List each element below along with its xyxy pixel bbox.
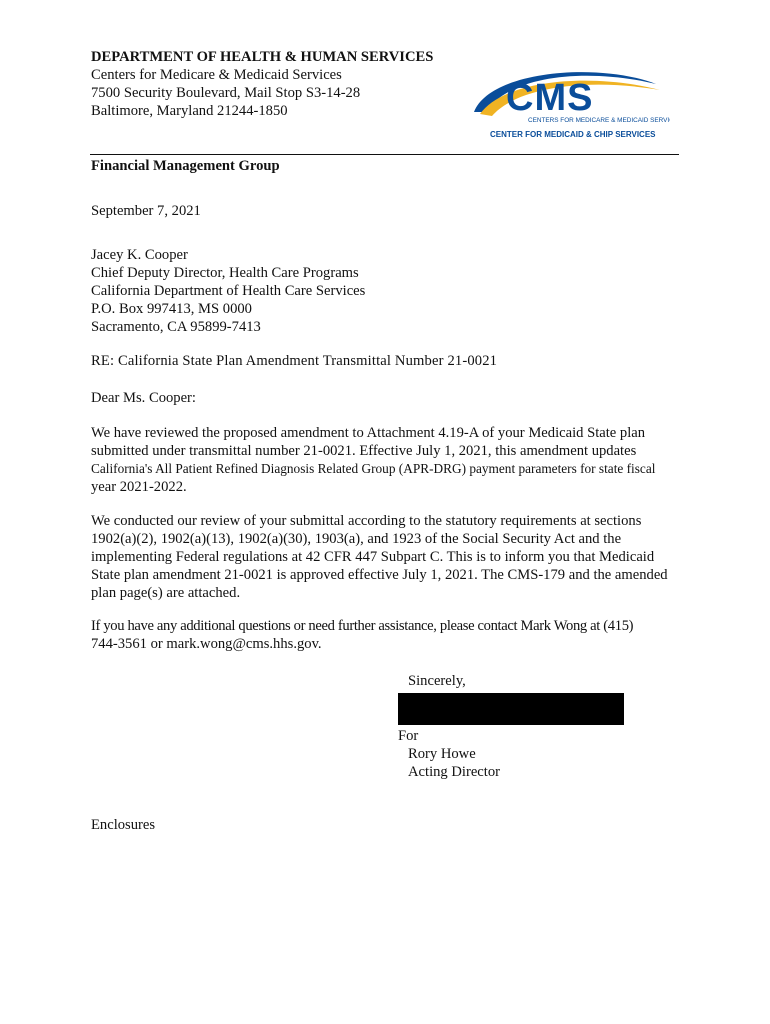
signature-for: For [398, 728, 419, 744]
letterhead-address [91, 48, 433, 120]
signature-block [398, 727, 500, 781]
cms-wordmark: CMS [506, 77, 594, 119]
paragraph-1 [91, 424, 681, 496]
agency-name: Centers for Medicare & Medicaid Services [91, 67, 342, 83]
paragraph-line: plan page(s) are attached. [91, 585, 241, 601]
city-state-zip: Baltimore, Maryland 21244-1850 [91, 103, 288, 119]
cms-logo-tagline-2: CENTER FOR MEDICAID & CHIP SERVICES [490, 130, 656, 139]
signatory-name: Rory Howe [408, 746, 476, 762]
paragraph-line: implementing Federal regulations at 42 CFR 447 Subpart C. This is to inform you that Medicaid [91, 549, 655, 565]
paragraph-line: California's All Patient Refined Diagnosis Related Group (APR-DRG) payment parameters for state fiscal [91, 461, 656, 476]
signatory-title: Acting Director [408, 764, 500, 780]
paragraph-line: submitted under transmittal number 21-0021. Effective July 1, 2021, this amendment updates [91, 443, 637, 459]
street-address: 7500 Security Boulevard, Mail Stop S3-14-28 [91, 85, 361, 101]
paragraph-line: We have reviewed the proposed amendment to Attachment 4.19-A of your Medicaid State plan [91, 425, 646, 441]
paragraph-line: State plan amendment 21-0021 is approved effective July 1, 2021. The CMS-179 and the amended [91, 567, 668, 583]
header-rule [90, 154, 679, 155]
recipient-city: Sacramento, CA 95899-7413 [91, 319, 261, 335]
paragraph-line: 744-3561 or mark.wong@cms.hhs.gov. [91, 636, 322, 652]
cms-logo-tagline-1: CENTERS FOR MEDICARE & MEDICAID SERVICES [528, 117, 670, 124]
recipient-title: Chief Deputy Director, Health Care Programs [91, 265, 359, 281]
redacted-signature [398, 693, 624, 725]
cms-logo-graphic [470, 62, 670, 142]
recipient-name: Jacey K. Cooper [91, 247, 188, 263]
paragraph-3 [91, 617, 651, 653]
salutation: Dear Ms. Cooper: [91, 390, 196, 406]
paragraph-line: year 2021-2022. [91, 479, 187, 495]
paragraph-line: 1902(a)(2), 1902(a)(13), 1902(a)(30), 1903(a), and 1923 of the Social Security Act and the [91, 531, 622, 547]
paragraph-line: We conducted our review of your submittal according to the statutory requirements at sections [91, 513, 642, 529]
recipient-address [91, 246, 365, 336]
cms-logo [470, 62, 670, 142]
paragraph-2 [91, 512, 681, 602]
recipient-organization: California Department of Health Care Services [91, 283, 366, 299]
subject-line: RE: California State Plan Amendment Transmittal Number 21-0021 [91, 353, 498, 369]
recipient-po-box: P.O. Box 997413, MS 0000 [91, 301, 252, 317]
enclosures-note: Enclosures [91, 817, 156, 833]
department-name: DEPARTMENT OF HEALTH & HUMAN SERVICES [91, 49, 434, 65]
letter-date: September 7, 2021 [91, 203, 201, 219]
closing-sincerely: Sincerely, [408, 673, 466, 689]
group-name: Financial Management Group [91, 158, 280, 174]
paragraph-line: If you have any additional questions or need further assistance, please contact Mark Wong at (415) [91, 618, 634, 634]
